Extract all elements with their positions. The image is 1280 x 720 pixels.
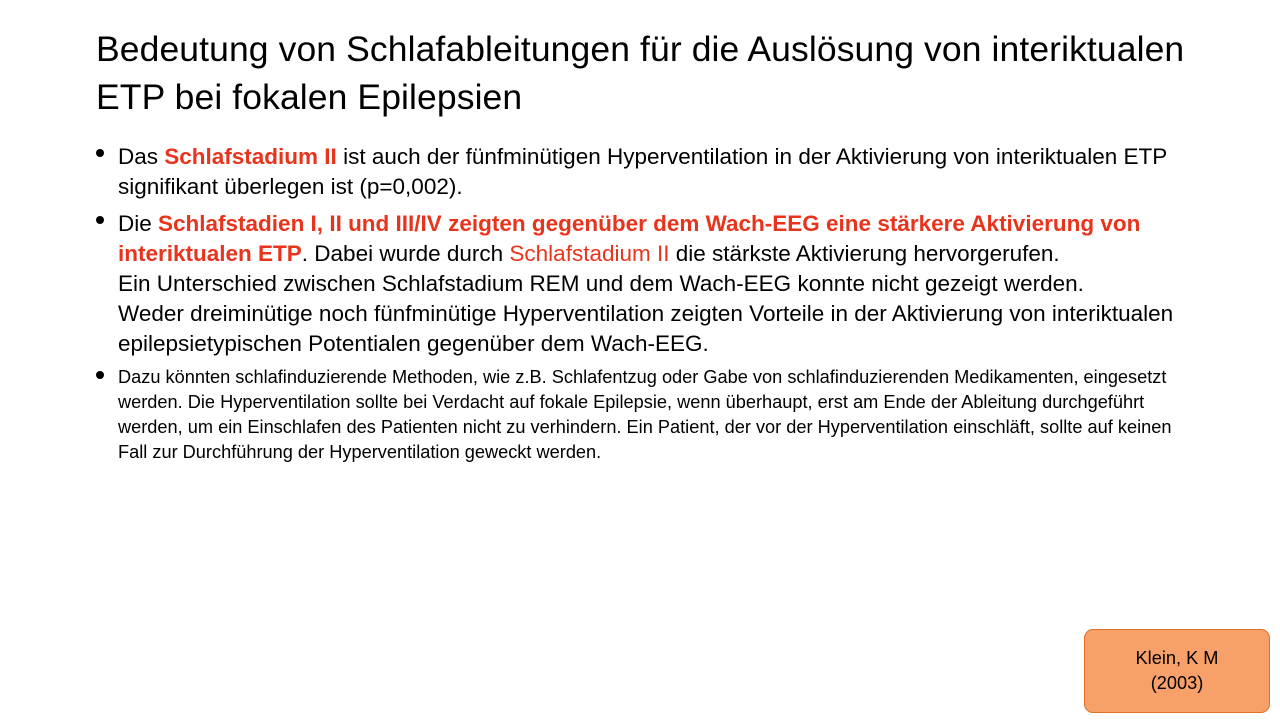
bullet-dot-icon (96, 149, 104, 157)
bullet-text-2: Die Schlafstadien I, II und III/IV zeigten gegenüber dem Wach-EEG eine stärkere Aktivierung von interiktualen ETP. Dabei wurde durch Schlafstadium II die stärkste Aktivierung hervorgerufen. Ein Unterschied zwischen Schlafstadium REM und dem Wach-EEG konnte nicht gezeigt werden. Weder dreiminütige noch fünfminütige Hyperventilation zeigten Vorteile in der Aktivierung von interiktualen epilepsietypischen Potentialen gegenüber dem Wach-EEG. (118, 210, 1174, 356)
citation-year: (2003) (1150, 673, 1204, 693)
page-title: Bedeutung von Schlafableitungen für die Auslösung von interiktualen ETP bei fokalen Epilepsien (96, 29, 1185, 117)
list-item (88, 209, 1196, 359)
bullet-text-3: Dazu könnten schlafinduzierende Methoden, wie z.B. Schlafentzug oder Gabe von schlafinduzierenden Medikamenten, eingesetzt werden. Die Hyperventilation sollte bei Verdacht auf fokale Epilepsie, wenn überhaupt, erst am Ende der Ableitung durchgeführt werden, um ein Einschlafen des Patienten nicht zu verhindern. Ein Patient, der vor der Hyperventilation einschläft, sollte auf keinen Fall zur Durchführung der Hyperventilation geweckt werden. (118, 367, 1172, 462)
bullet-text-1: Das Schlafstadium II ist auch der fünfminütigen Hyperventilation in der Aktivierung von interiktualen ETP signifikant überlegen ist (p=0,002). (118, 144, 1167, 199)
citation-badge (1084, 629, 1270, 713)
list-item (88, 142, 1196, 202)
slide-body (88, 142, 1196, 471)
bullet-list (88, 142, 1196, 464)
citation-author: Klein, K M (1135, 648, 1219, 669)
bullet-dot-icon (96, 216, 104, 224)
list-item (88, 365, 1196, 464)
bullet-dot-icon (96, 371, 104, 379)
